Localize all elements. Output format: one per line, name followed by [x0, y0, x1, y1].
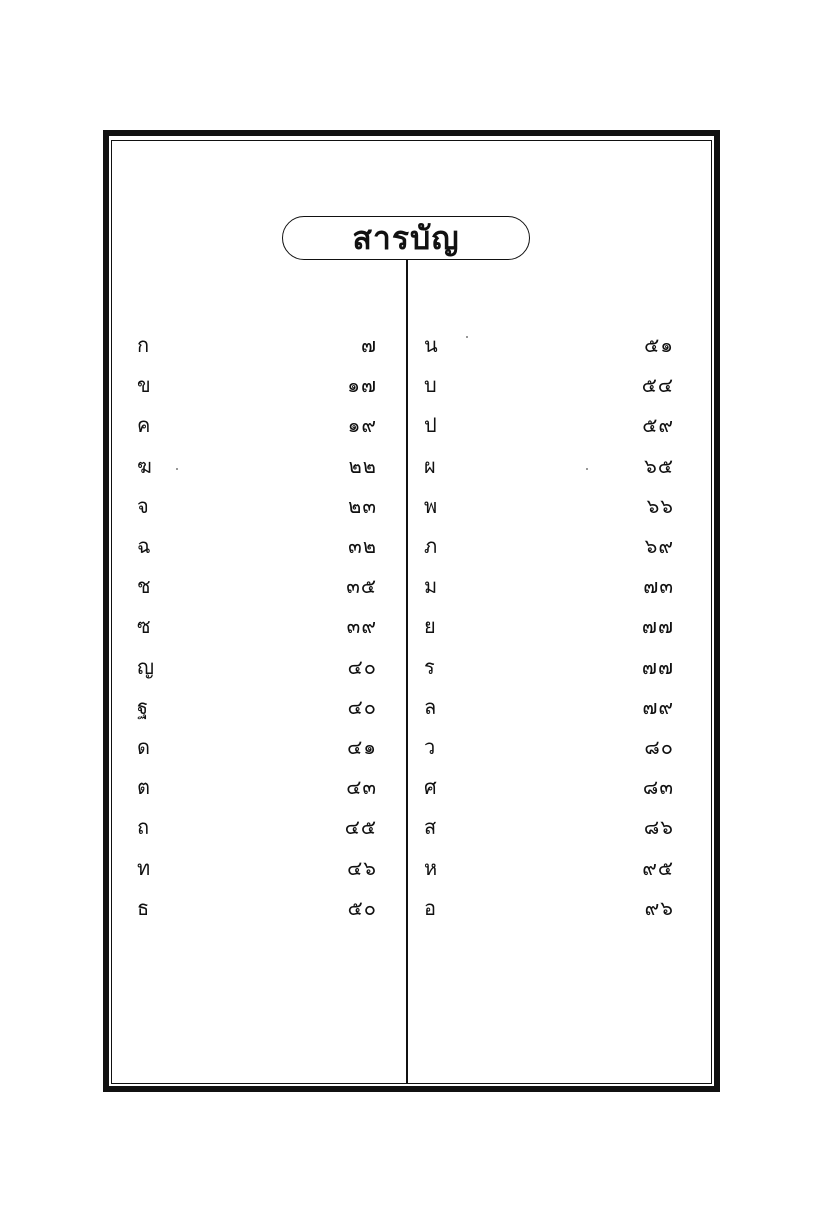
index-entry[interactable]: [137, 687, 377, 727]
title-banner: [282, 216, 530, 260]
index-entry[interactable]: [137, 767, 377, 807]
index-entry[interactable]: [137, 325, 377, 365]
index-letter: พ: [424, 493, 438, 518]
index-letter: ก: [137, 333, 150, 358]
index-page-number: ๓๙: [346, 614, 377, 639]
index-entry[interactable]: [137, 847, 377, 887]
index-entry[interactable]: [424, 647, 674, 687]
index-page-number: ๔๖: [347, 855, 377, 880]
index-letter: ด: [137, 734, 150, 759]
index-page-number: ๕๑: [644, 333, 674, 358]
index-letter: ล: [424, 694, 437, 719]
scan-speck: [466, 336, 468, 338]
index-letter: ข: [137, 373, 151, 398]
index-entry[interactable]: [137, 365, 377, 405]
index-letter: ธ: [137, 895, 150, 920]
index-letter: ฐ: [137, 694, 149, 719]
index-letter: อ: [424, 895, 437, 920]
index-letter: ฆ: [137, 453, 152, 478]
index-page-number: ๒๒: [348, 453, 377, 478]
index-page-number: ๔๓: [346, 775, 377, 800]
index-entry[interactable]: [137, 647, 377, 687]
index-page-number: ๗๓: [643, 574, 674, 599]
index-entry[interactable]: [424, 767, 674, 807]
index-letter: ย: [424, 614, 436, 639]
index-letter: บ: [424, 373, 437, 398]
index-entry[interactable]: [424, 365, 674, 405]
index-page-number: ๖๖: [646, 493, 674, 518]
index-letter: ป: [424, 413, 437, 438]
scan-speck: [586, 468, 588, 470]
index-letter: ญ: [137, 654, 155, 679]
index-entry[interactable]: [137, 526, 377, 566]
index-page-number: ๔๐: [347, 694, 377, 719]
index-entry[interactable]: [424, 526, 674, 566]
scan-speck: [176, 468, 178, 470]
index-page-number: ๔๐: [347, 654, 377, 679]
index-entry[interactable]: [137, 446, 377, 486]
index-page-number: ๕๙: [642, 413, 674, 438]
index-letter: ฉ: [137, 534, 151, 559]
index-page-number: ๗๗: [641, 654, 674, 679]
index-letter: ถ: [137, 815, 150, 840]
index-entry[interactable]: [424, 847, 674, 887]
index-letter: ค: [137, 413, 151, 438]
index-entry[interactable]: [424, 888, 674, 928]
index-page-number: ๑๙: [347, 413, 377, 438]
index-page-number: ๑๗: [347, 373, 377, 398]
index-page-number: ๙๕: [642, 855, 674, 880]
index-entry[interactable]: [137, 888, 377, 928]
index-page-number: ๖๕: [644, 453, 674, 478]
index-letter: น: [424, 333, 438, 358]
index-page-number: ๙๖: [644, 895, 674, 920]
index-entry[interactable]: [424, 606, 674, 646]
index-page-number: ๕๔: [641, 373, 674, 398]
index-entry[interactable]: [137, 486, 377, 526]
index-entry[interactable]: [137, 566, 377, 606]
index-page-number: ๖๙: [644, 534, 674, 559]
index-page-number: ๕๐: [347, 895, 377, 920]
index-entry[interactable]: [424, 807, 674, 847]
index-letter: ต: [137, 775, 150, 800]
index-page-number: ๘๐: [644, 734, 674, 759]
index-page-number: ๘๓: [642, 775, 674, 800]
index-entry[interactable]: [137, 807, 377, 847]
index-letter: ส: [424, 815, 437, 840]
index-letter: ช: [137, 574, 151, 599]
index-page-number: ๓๕: [346, 574, 377, 599]
index-page-number: ๗๙: [642, 694, 674, 719]
index-letter: ม: [424, 574, 438, 599]
index-letter: ผ: [424, 453, 436, 478]
index-page-number: ๒๓: [348, 493, 377, 518]
index-entry[interactable]: [424, 405, 674, 445]
index-entry[interactable]: [424, 486, 674, 526]
index-entry[interactable]: [424, 687, 674, 727]
index-page-number: ๔๕: [344, 815, 377, 840]
index-entry[interactable]: [137, 405, 377, 445]
column-divider: [406, 259, 408, 1083]
index-letter: ว: [424, 734, 436, 759]
index-letter: ซ: [137, 614, 151, 639]
index-letter: ภ: [424, 534, 438, 559]
index-letter: ศ: [424, 775, 437, 800]
index-page-number: ๔๑: [347, 734, 377, 759]
index-letter: ร: [424, 654, 435, 679]
index-page-number: ๗: [360, 333, 377, 358]
index-entry[interactable]: [424, 727, 674, 767]
index-page-number: ๘๖: [643, 815, 674, 840]
index-letter: ท: [137, 855, 151, 880]
index-entry[interactable]: [424, 446, 674, 486]
index-page-number: ๓๒: [348, 534, 377, 559]
index-column-left: [137, 325, 377, 928]
index-entry[interactable]: [137, 727, 377, 767]
index-column-right: [424, 325, 674, 928]
index-letter: ห: [424, 855, 438, 880]
index-entry[interactable]: [137, 606, 377, 646]
index-letter: จ: [137, 493, 149, 518]
index-page-number: ๗๗: [641, 614, 674, 639]
page-title: สารบัญ: [352, 219, 460, 257]
index-entry[interactable]: [424, 325, 674, 365]
index-entry[interactable]: [424, 566, 674, 606]
